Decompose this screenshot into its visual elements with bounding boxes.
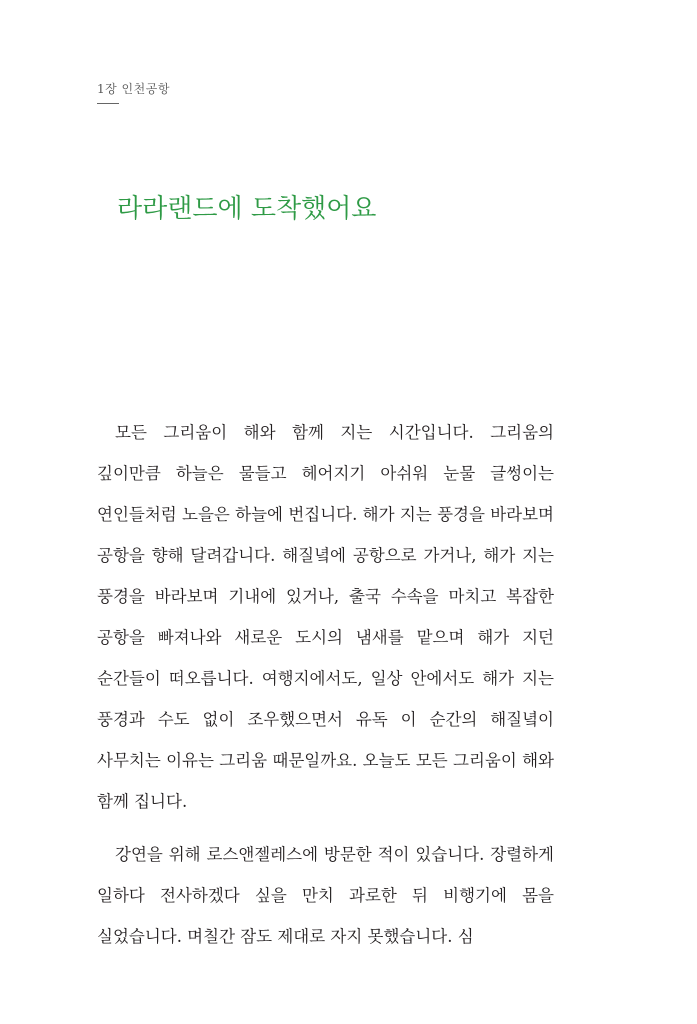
header-rule: [97, 103, 119, 104]
running-head: 1장 인천공항: [97, 82, 170, 96]
paragraph-1: 모든 그리움이 해와 함께 지는 시간입니다. 그리움의 깊이만큼 하늘은 물들고 헤어지기 아쉬워 눈물 글썽이는 연인들처럼 노을은 하늘에 번집니다. 해가 지는 풍경을 바라보며 공항을 향해 달려갑니다. 해질녘에 공항으로 가거나, 해가 지는 풍경을 바라보며 기내에 있거나, 출국 수속을 마치고 복잡한 공항을 빠져나와 새로운 도시의 냄새를 맡으며 해가 지던 순간들이 떠오릅니다. 여행지에서도, 일상 안에서도 해가 지는 풍경과 수도 없이 조우했으면서 유독 이 순간의 해질녘이 사무치는 이유는 그리움 때문일까요. 오늘도 모든 그리움이 해와 함께 집니다.: [97, 423, 554, 811]
chapter-title: 라라랜드에 도착했어요: [117, 194, 377, 224]
body-text: [97, 412, 554, 969]
paragraph-2: 강연을 위해 로스앤젤레스에 방문한 적이 있습니다. 장렬하게 일하다 전사하겠다 싶을 만치 과로한 뒤 비행기에 몸을 실었습니다. 며칠간 잠도 제대로 자지 못했습니다. 심: [97, 845, 554, 946]
